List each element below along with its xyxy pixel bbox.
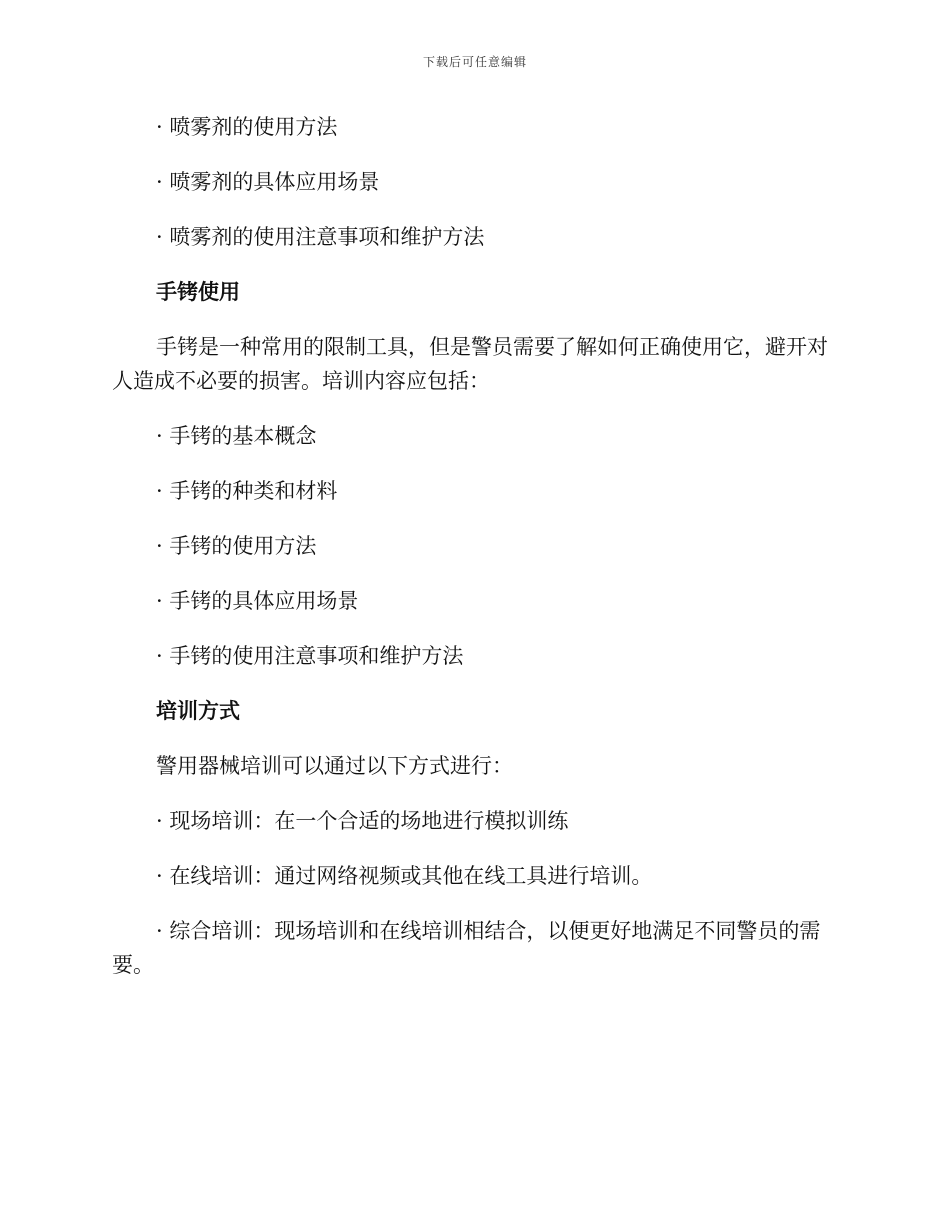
bullet-item-onsite-training: · 现场培训：在一个合适的场地进行模拟训练 — [156, 809, 569, 833]
bullet-item-handcuffs-maintenance: · 手铐的使用注意事项和维护方法 — [156, 644, 464, 668]
bullet-item-online-training: · 在线培训：通过网络视频或其他在线工具进行培训。 — [156, 864, 653, 888]
paragraph-training-intro: 警用器械培训可以通过以下方式进行： — [156, 754, 513, 778]
paragraph-handcuffs-intro: 手铐是一种常用的限制工具，但是警员需要了解如何正确使用它，避开对人造成不必要的损害。培训内容应包括： — [112, 335, 828, 393]
bullet-item-handcuffs-concept: · 手铐的基本概念 — [156, 424, 317, 448]
bullet-item-handcuffs-scenarios: · 手铐的具体应用场景 — [156, 589, 359, 613]
section-heading-handcuffs: 手铐使用 — [156, 279, 240, 304]
bullet-item-spray-scenarios: · 喷雾剂的具体应用场景 — [156, 170, 380, 194]
bullet-item-handcuffs-types: · 手铐的种类和材料 — [156, 479, 338, 503]
bullet-item-spray-maintenance: · 喷雾剂的使用注意事项和维护方法 — [156, 225, 485, 249]
section-heading-training-methods: 培训方式 — [156, 698, 240, 723]
bullet-item-combined-training: · 综合培训：现场培训和在线培训相结合，以便更好地满足不同警员的需要。 — [112, 919, 821, 977]
bullet-item-spray-usage: · 喷雾剂的使用方法 — [156, 115, 338, 139]
bullet-item-handcuffs-usage: · 手铐的使用方法 — [156, 534, 317, 558]
page-header: 下载后可任意编辑 — [422, 55, 527, 69]
document-content — [112, 110, 832, 982]
